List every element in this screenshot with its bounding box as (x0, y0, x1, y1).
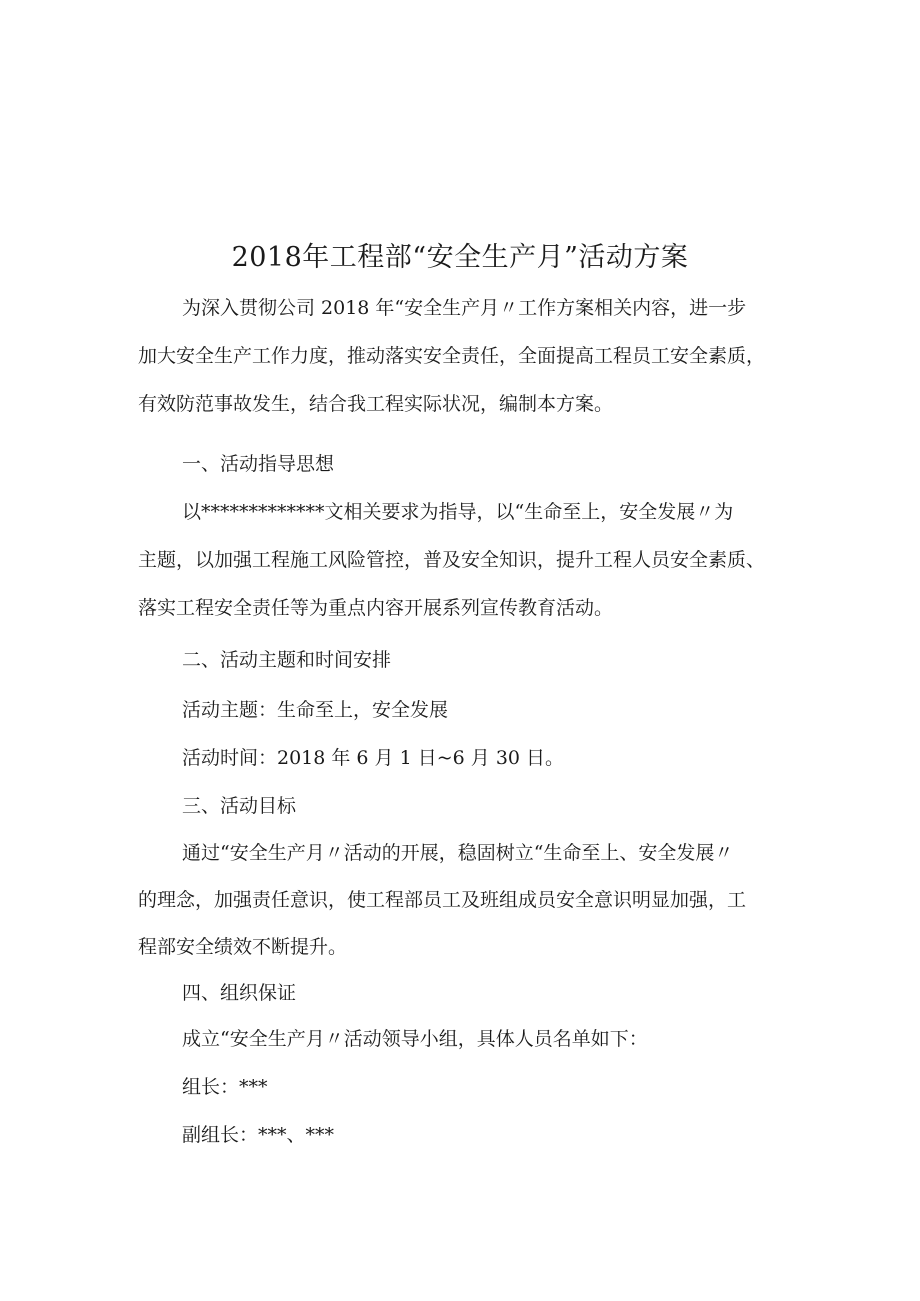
document-title: 2018年工程部“安全生产月”活动方案 (231, 242, 689, 273)
section2-theme: 活动主题：生命至上，安全发展 (182, 699, 449, 721)
section1-line-3: 落实工程安全责任等为重点内容开展系列宣传教育活动。 (138, 597, 614, 619)
section4-intro: 成立“安全生产月〃活动领导小组，具体人员名单如下： (182, 1028, 648, 1050)
section2-time: 活动时间：2018 年 6 月 1 日~6 月 30 日。 (182, 747, 565, 769)
section3-line-1: 通过“安全生产月〃活动的开展，稳固树立“生命至上、安全发展〃 (182, 842, 734, 864)
intro-line-2: 加大安全生产工作力度，推动落实安全责任，全面提高工程员工安全素质， (138, 345, 766, 367)
intro-line-1: 为深入贯彻公司 2018 年“安全生产月〃工作方案相关内容，进一步 (182, 297, 747, 319)
section1-heading: 一、活动指导思想 (182, 453, 335, 475)
section4-leader: 组长：*** (182, 1076, 268, 1098)
section3-heading: 三、活动目标 (182, 795, 297, 817)
section4-heading: 四、组织保证 (182, 982, 297, 1004)
section3-line-2: 的理念，加强责任意识，使工程部员工及班组成员安全意识明显加强，工 (138, 889, 747, 911)
section4-deputy: 副组长：***、*** (182, 1124, 335, 1146)
intro-line-3: 有效防范事故发生，结合我工程实际状况，编制本方案。 (138, 393, 614, 415)
section1-line-1: 以*************文相关要求为指导，以“生命至上，安全发展〃为 (182, 501, 734, 523)
section1-line-2: 主题，以加强工程施工风险管控，普及安全知识，提升工程人员安全素质、 (138, 549, 766, 571)
section3-line-3: 程部安全绩效不断提升。 (138, 936, 348, 958)
section2-heading: 二、活动主题和时间安排 (182, 649, 392, 671)
